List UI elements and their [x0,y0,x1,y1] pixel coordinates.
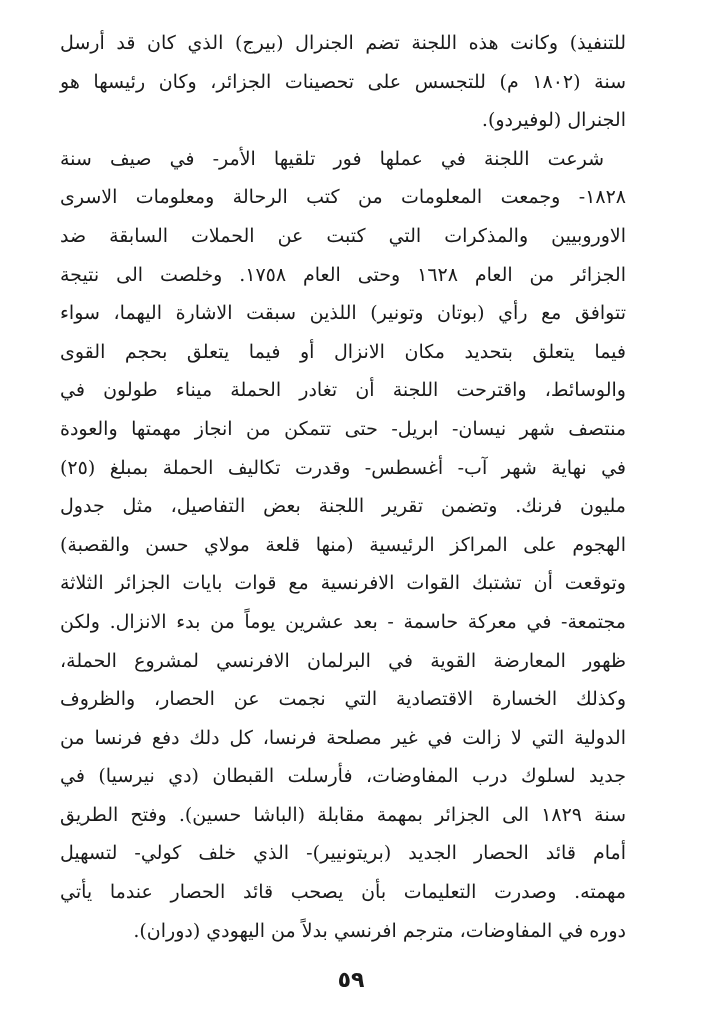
page-number: ٥٩ [337,968,365,993]
text-line: الدولية التي لا زالت في غير مصلحة فرنسا، كل دلك دفع فرنسا من [60,726,626,749]
text-line: للتنفيذ) وكانت هذه اللجنة تضم الجنرال (بيرج) الذي كان قد أرسل [60,32,626,54]
text-line: أمام قائد الحصار الجديد (بريتونيير)- الذي خلف كولي- لتسهيل [60,842,626,865]
text-line: ١٨٢٨- وجمعت المعلومات من كتب الرحالة ومعلومات الاسرى [60,186,626,209]
paragraph-2 [60,140,626,950]
text-line: الجزائر من العام ١٦٢٨ وحتى العام ١٧٥٨. وخلصت الى نتيجة [60,263,626,286]
text-line: وكذلك الخسارة الاقتصادية التي نجمت عن الحصار، والظروف [60,688,626,711]
text-line: الاوروبيين والمذكرات التي كتبت عن الحملات السابقة ضد [60,224,626,247]
text-line: والوسائط، واقترحت اللجنة أن تغادر الحملة ميناء طولون في [60,379,626,402]
text-line: شرعت اللجنة في عملها فور تلقيها الأمر- في صيف سنة [60,147,604,170]
text-line: مجتمعة- في معركة حاسمة - بعد عشرين يوماً من بدء الانزال. ولكن [60,610,626,633]
text-line: الهجوم على المراكز الرئيسية (منها قلعة مولاي حسن والقصبة) [60,533,626,556]
text-line: وتوقعت أن تشتبك القوات الافرنسية مع قوات بايات الجزائر الثلاثة [60,572,626,595]
text-line: سنة ١٨٢٩ الى الجزائر بمهمة مقابلة (الباشا حسين). وفتح الطريق [60,803,626,826]
text-line: تتوافق مع رأي (بوتان وتونير) اللذين سبقت الاشارة اليهما، سواء [60,302,626,325]
text-line: منتصف شهر نيسان- ابريل- حتى تتمكن من انجاز مهمتها والعودة [60,417,626,440]
text-line: جديد لسلوك درب المفاوضات، فأرسلت القبطان (دي نيرسيا) في [60,765,626,788]
paragraph-1 [60,24,626,140]
page-text [60,24,626,950]
text-line: مليون فرنك. وتضمن تقرير اللجنة بعض التفاصيل، مثل جدول [60,495,626,518]
text-line: سنة (١٨٠٢ م) للتجسس على تحصينات الجزائر، وكان رئيسها هو [60,70,626,93]
text-line: فيما يتعلق بتحديد مكان الانزال أو فيما يتعلق بحجم القوى [60,340,626,363]
text-line: في نهاية شهر آب- أغسطس- وقدرت تكاليف الحملة بمبلغ (٢٥) [60,456,626,479]
text-line: دوره في المفاوضات، مترجم افرنسي بدلاً من اليهودي (دوران). [133,919,626,942]
text-line: الجنرال (لوفيردو). [481,109,626,132]
text-line: ظهور المعارضة القوية في البرلمان الافرنسي لمشروع الحملة، [60,649,626,672]
text-line: مهمته. وصدرت التعليمات بأن يصحب قائد الحصار عندما يأتي [60,881,626,904]
